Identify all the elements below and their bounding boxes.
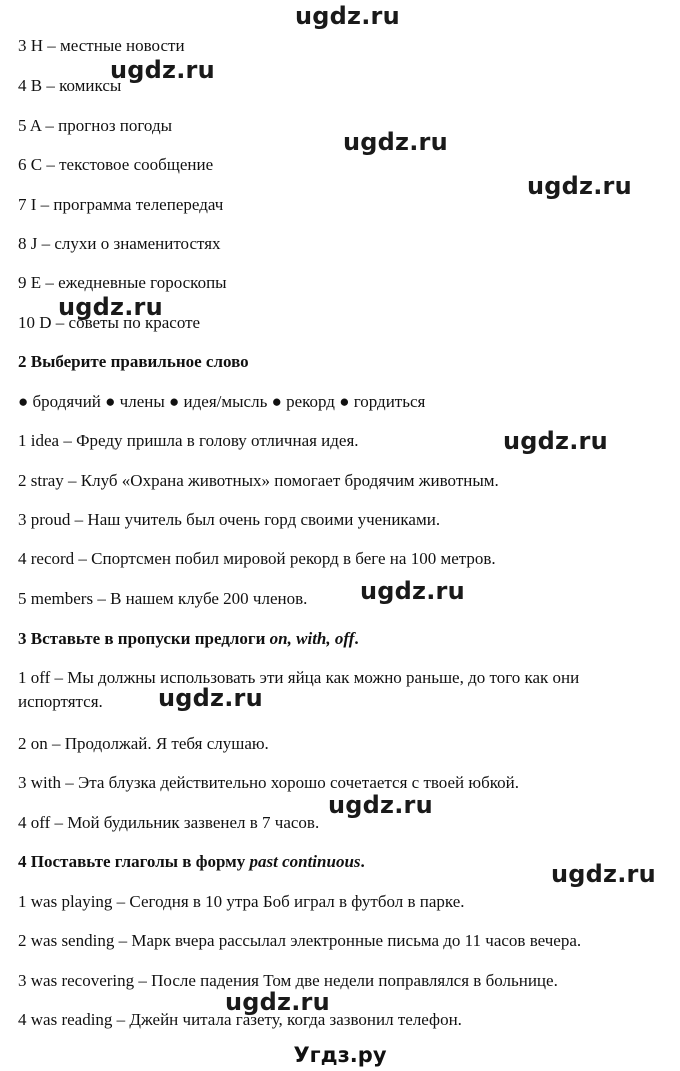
answer-line: 9 E – ежедневные гороскопы	[18, 273, 227, 292]
footer-site-name: Угдз.ру	[293, 1043, 387, 1067]
heading-end: .	[360, 852, 365, 871]
watermark: ugdz.ru	[58, 293, 163, 321]
answer-line: 3 with – Эта блузка действительно хорошо сочетается с твоей юбкой.	[18, 773, 520, 792]
answer-line: 4 was reading – Джейн читала газету, когда зазвонил телефон.	[18, 1010, 462, 1029]
answer-line: 5 A – прогноз погоды	[18, 116, 173, 135]
heading-italic: past continuous	[249, 852, 361, 871]
answer-line: 2 stray – Клуб «Охрана животных» помогает бродячим животным.	[18, 471, 499, 490]
heading-italic: on, with, off	[269, 629, 355, 648]
heading-end: .	[354, 629, 359, 648]
answer-line: 1 was playing – Сегодня в 10 утра Боб играл в футбол в парке.	[18, 892, 465, 911]
watermark: ugdz.ru	[503, 427, 608, 455]
answer-line: 10 D – советы по красоте	[18, 313, 201, 332]
section-heading	[18, 627, 668, 651]
answer-line: 1 off – Мы должны использовать эти яйца как можно раньше, до того как они испортятся.	[18, 668, 580, 711]
watermark: ugdz.ru	[158, 684, 263, 712]
watermark: ugdz.ru	[551, 860, 656, 888]
watermark: ugdz.ru	[225, 988, 330, 1016]
answer-line: 1 idea – Фреду пришла в голову отличная идея.	[18, 431, 359, 450]
answer-line: 2 on – Продолжай. Я тебя слушаю.	[18, 734, 269, 753]
watermark: ugdz.ru	[110, 56, 215, 84]
watermark: ugdz.ru	[328, 791, 433, 819]
answer-line: 6 C – текстовое сообщение	[18, 155, 214, 174]
answer-line: 4 off – Мой будильник зазвенел в 7 часов.	[18, 813, 320, 832]
answer-line: 2 was sending – Марк вчера рассылал электронные письма до 11 часов вечера.	[18, 931, 582, 950]
answer-line: 4 B – комиксы	[18, 76, 122, 95]
heading-text: 3 Вставьте в пропуски предлоги	[18, 629, 270, 648]
watermark: ugdz.ru	[295, 2, 400, 30]
answer-line: 3 proud – Наш учитель был очень горд своими учениками.	[18, 510, 441, 529]
section-heading	[18, 850, 668, 874]
answer-line: 7 I – программа телепередач	[18, 195, 224, 214]
heading-text: 4 Поставьте глаголы в форму	[18, 852, 250, 871]
answer-line: 3 was recovering – После падения Том две недели поправлялся в больнице.	[18, 971, 558, 990]
answer-line: 3 H – местные новости	[18, 36, 185, 55]
word-list: ● бродячий ● члены ● идея/мысль ● рекорд ● гордиться	[18, 392, 426, 411]
watermark: ugdz.ru	[360, 577, 465, 605]
answer-line: 5 members – В нашем клубе 200 членов.	[18, 589, 308, 608]
section-heading: 2 Выберите правильное слово	[18, 352, 249, 371]
watermark: ugdz.ru	[527, 172, 632, 200]
answer-line: 8 J – слухи о знаменитостях	[18, 234, 221, 253]
watermark: ugdz.ru	[343, 128, 448, 156]
answer-line: 4 record – Спортсмен побил мировой рекорд в беге на 100 метров.	[18, 549, 496, 568]
